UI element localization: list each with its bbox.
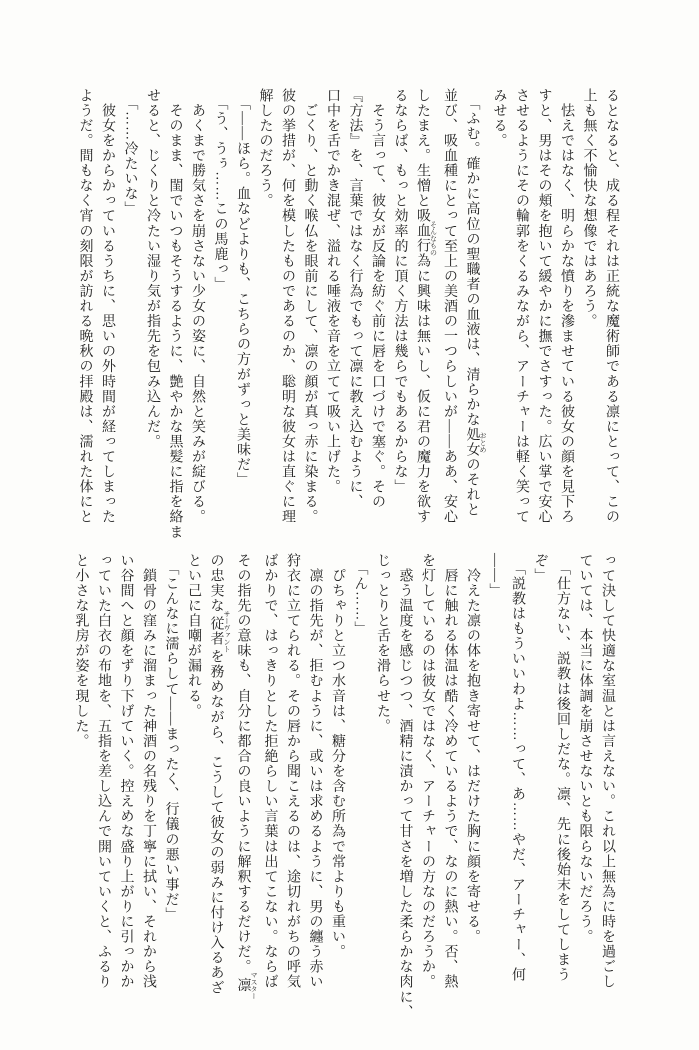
text-column: ぞ」 — [532, 553, 548, 584]
text-column: 解したのだろう。 — [257, 88, 273, 209]
text-column: 口中を舌でかき混ぜ、溢れる唾液を音を立てて吸い上げた。 — [325, 88, 340, 495]
text-column: ていては、本当に体調を崩させないとも限らないだろう。 — [577, 553, 593, 945]
text-column: い谷間へと顔をずり下げていく。控えめな盛り上がりに引っかか — [118, 553, 134, 990]
text-column: 「仕方ない、説教は後回しだな。凛、先に後始末をしてしまう — [555, 553, 570, 983]
text-column: ――」 — [487, 553, 503, 599]
text-column: って決して快適な室温とは言えない。これ以上無為に時を過ごし — [600, 553, 615, 990]
text-column: ばかりで、はっきりとした拒絶らしい言葉は出てこない。ならば — [262, 553, 278, 990]
text-column: 唇に触れる体温は酷く冷めているようで、なのに熱い。否、熱 — [442, 553, 458, 990]
text-column: あくまで勝気さを崩さない少女の姿に、自然と笑みが綻びる。 — [190, 88, 205, 525]
text-column: そのまま、閨でいつもそうするように、艶やかな黒髪に指を絡ま — [167, 88, 183, 540]
text-column: を灯しているのは彼女ではなく、アーチャーの方なのだろうか。 — [420, 553, 435, 990]
text-column: とい己に自嘲が漏れる。 — [186, 553, 201, 719]
text-column: 「……冷たいな」 — [122, 88, 138, 217]
text-column: すと、男はその頬を抱いて緩やかに撫でさすった。広い掌で安心 — [536, 88, 552, 525]
lower-text-block — [69, 553, 618, 1018]
text-column: 狩衣に立てられる。その唇から聞こえるのは、途切れがちの呼気 — [285, 553, 300, 990]
text-column: 「説教はもういいわよ……って、あ……やだ、アーチャー、何 — [510, 553, 525, 983]
text-column: 鎖骨の窪みに溜まった神酒の名残りを丁寧に拭い、それから浅 — [141, 553, 156, 990]
ruby-annotated-word: 凛 マスター — [235, 971, 258, 1000]
ruby-annotated-word: 処女 おとめ — [464, 427, 487, 458]
text-column: ぴちゃりと立つ水音は、糖分を含む所為で常よりも重い。 — [330, 553, 345, 960]
text-column: の忠実な従者 サーヴァントを務めながら、こうして彼女の弱みに付け入るあざ — [208, 553, 231, 996]
upper-text-block — [73, 88, 622, 540]
text-column: 惑う温度を感じつつ、酒精に漬かって甘さを増した柔らかな肉に、 — [397, 553, 413, 1020]
text-column: せると、じくりと冷たい湿り気が指先を包み込んだ。 — [145, 88, 160, 450]
text-column: じっとりと舌を滑らせた。 — [375, 553, 390, 734]
text-column: と小さな乳房が姿を現した。 — [73, 553, 89, 749]
text-column: したまえ。生憎と吸血行為 そんなものに興味は無いし、仮に君の魔力を欲す — [415, 88, 438, 525]
text-column: させるようにその輪郭をくるみながら、アーチャーは軽く笑って — [514, 88, 529, 525]
text-column: 凛の指先が、拒むように、或いは求めるように、男の纏う赤い — [307, 553, 323, 990]
text-column: ごくり、と動く喉仏を眼前にして、凛の顔が真っ赤に染まる。 — [302, 88, 318, 525]
ruby-annotated-word: 吸血行為 そんなもの — [415, 208, 438, 269]
text-column: 「ふむ。確かに高位の聖職者の血液は、清らかな処女 おとめのそれと — [464, 88, 487, 518]
ruby-annotated-word: 従者 サーヴァント — [208, 610, 231, 653]
text-column: 彼女をからかっているうちに、思いの外時間が経ってしまった — [100, 88, 115, 525]
text-column: るとなると、成る程それは正統な魔術師である凛にとって、この — [604, 88, 619, 525]
text-column: 「こんなに濡らして――まったく、行儀の悪い事だ」 — [163, 553, 179, 923]
text-column: 彼の挙措が、何を模したものであるのか、聡明な彼女は直ぐに理 — [280, 88, 295, 525]
text-column: 「う、うぅ……この馬鹿っ」 — [212, 88, 228, 292]
text-column: その指先の意味も、自分に都合の良いように解釈するだけだ。凛 マスター — [235, 553, 258, 1000]
text-column: 『方法』を、言葉ではなく行為でもって凛に教え込むように、 — [347, 88, 363, 510]
text-column: 並び、吸血種にとって至上の美酒の一つらしいが――ああ、安心 — [442, 88, 457, 525]
text-column: みせる。 — [491, 88, 507, 149]
text-column: 「ん……」 — [352, 553, 368, 637]
text-column: 怯えではなく、明らかな憤りを滲ませている彼女の顔を見下ろ — [559, 88, 574, 525]
text-column: ようだ。間もなく宵の刻限が訪れる晩秋の拝殿は、濡れた体にと — [77, 88, 93, 525]
text-column: るならば、もっと効率的に頂く方法は幾らでもあるからな」 — [392, 88, 408, 495]
text-column: 「――ほら。血などよりも、こちらの方がずっと美味だ」 — [235, 88, 250, 488]
text-column: 冷えた凛の体を抱き寄せて、はだけた胸に顔を寄せる。 — [465, 553, 480, 945]
text-column: っていた白衣の布地を、五指を差し込んで開いていくと、ふるり — [96, 553, 111, 990]
text-column: 上も無く不愉快な想像ではあろう。 — [581, 88, 597, 329]
text-column: そう言って、彼女が反論を紡ぐ前に唇を口づけで塞ぐ。その — [370, 88, 385, 510]
